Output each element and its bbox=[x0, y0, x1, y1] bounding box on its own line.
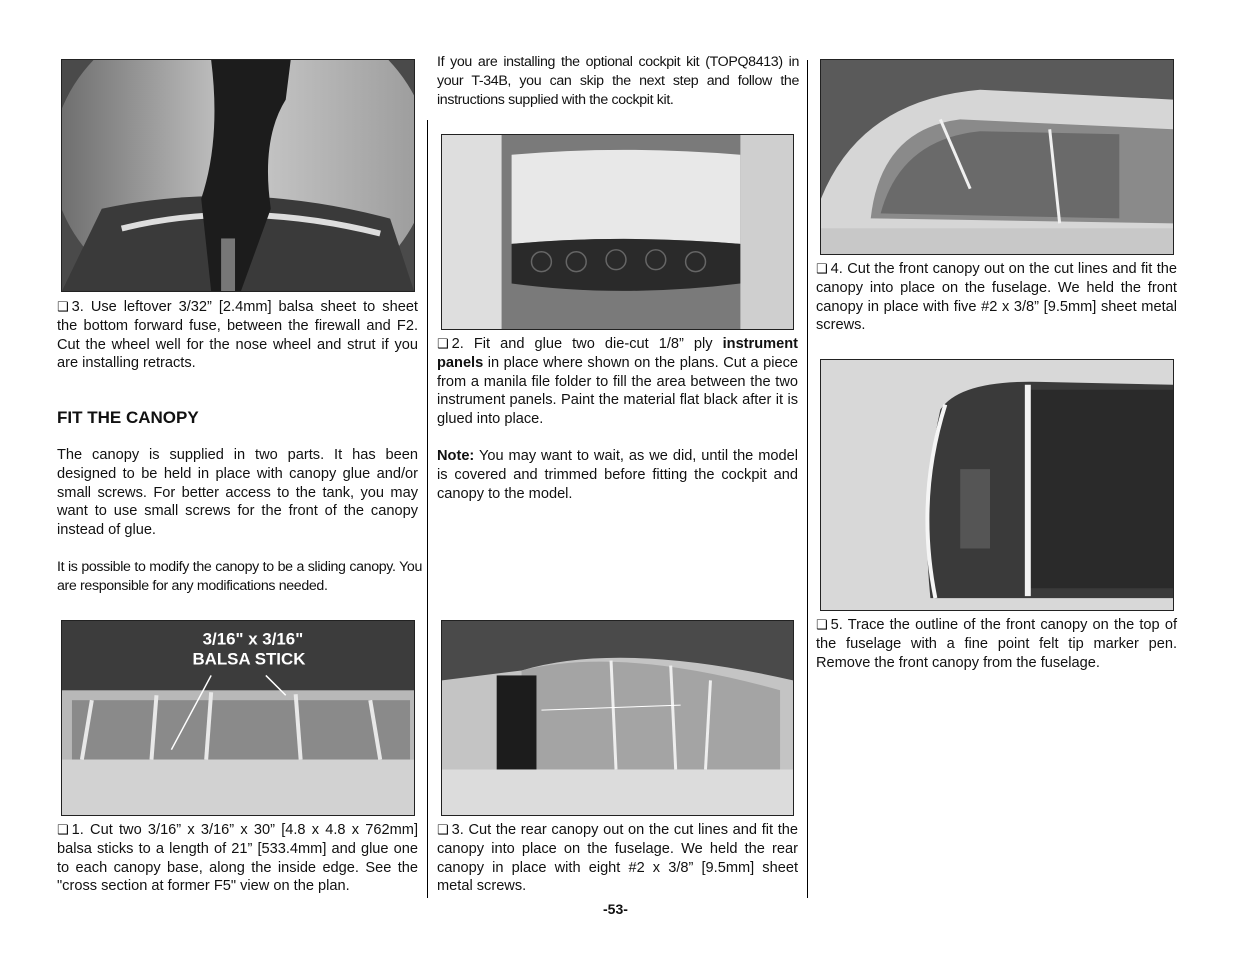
canopy-intro: The canopy is supplied in two parts. It has been designed to be held in place with canopy glue and/or small screws. For better access to the tank, you may want to use small screws for the front of the canopy instead of glue. bbox=[57, 447, 418, 539]
step3-rear-body: 3. Cut the rear canopy out on the cut lines and fit the canopy into place on the fuselage. We held the rear canopy in place with eight #2 x 3/8” [9.5mm] sheet metal screws. bbox=[437, 822, 798, 895]
step5-body: 5. Trace the outline of the front canopy on the top of the fuselage with a fine point felt tip marker pen. Remove the front canopy from the fuselage. bbox=[816, 617, 1177, 671]
fitting-note bbox=[437, 447, 798, 503]
checkbox-icon[interactable]: ❑ bbox=[816, 617, 828, 632]
cockpit-kit-note: If you are installing the optional cockpit kit (TOPQ8413) in your T-34B, you can skip the next step and follow the instructions supplied with the cockpit kit. bbox=[437, 54, 799, 108]
checkbox-icon[interactable]: ❑ bbox=[437, 336, 449, 351]
column-divider-left bbox=[427, 120, 428, 898]
step1-body: 1. Cut two 3/16” x 3/16” x 30” [4.8 x 4.8 x 762mm] balsa sticks to a length of 21” [533.4mm] and glue one to each canopy base, along the inside edge. See the "cross section at former F5" view on the plan. bbox=[57, 822, 418, 895]
step4-text bbox=[816, 260, 1177, 335]
checkbox-icon[interactable]: ❑ bbox=[57, 822, 69, 837]
sliding-canopy-note: It is possible to modify the canopy to be a sliding canopy. You are responsible for any modifications needed. bbox=[57, 559, 422, 594]
checkbox-icon[interactable]: ❑ bbox=[437, 822, 449, 837]
step4-body: 4. Cut the front canopy out on the cut lines and fit the canopy into place on the fuselage. We held the front canopy in place with five #2 x 3/8” [9.5mm] sheet metal screws. bbox=[816, 261, 1177, 334]
note-label: Note: bbox=[437, 448, 475, 464]
page-number: -53- bbox=[603, 901, 628, 917]
photo-label-balsa: BALSA STICK bbox=[192, 649, 306, 669]
step5-text bbox=[816, 616, 1177, 672]
photo-rear-canopy bbox=[441, 620, 794, 816]
column-divider-right bbox=[807, 60, 808, 898]
photo-front-canopy bbox=[820, 59, 1174, 255]
photo-balsa-stick bbox=[61, 620, 415, 816]
step2-body-a: 2. Fit and glue two die-cut 1/8” ply bbox=[451, 336, 723, 352]
step1-text bbox=[57, 821, 418, 896]
checkbox-icon[interactable]: ❑ bbox=[57, 299, 69, 314]
section-heading: FIT THE CANOPY bbox=[57, 408, 199, 427]
photo-canopy-outline bbox=[820, 359, 1174, 611]
step3-text bbox=[57, 298, 418, 373]
step2-bold: instrument panels bbox=[437, 336, 798, 371]
step2-body-b: in place where shown on the plans. Cut a piece from a manila file folder to fill the area between the two instrument panels. Paint the material flat black after it is glued into place. bbox=[437, 354, 798, 428]
step3-body: 3. Use leftover 3/32” [2.4mm] balsa sheet to sheet the bottom forward fuse, between the firewall and F2. Cut the wheel well for the nose wheel and strut if you are installing retracts. bbox=[57, 299, 418, 372]
photo-label-size: 3/16" x 3/16" bbox=[202, 629, 304, 649]
checkbox-icon[interactable]: ❑ bbox=[816, 261, 828, 276]
photo-instrument-panels bbox=[441, 134, 794, 330]
step2-text bbox=[437, 335, 798, 429]
photo-nose-wheel-well bbox=[61, 59, 415, 292]
step3-rear-text bbox=[437, 821, 798, 896]
note-body: You may want to wait, as we did, until the model is covered and trimmed before fitting the cockpit and canopy to the model. bbox=[437, 448, 798, 502]
